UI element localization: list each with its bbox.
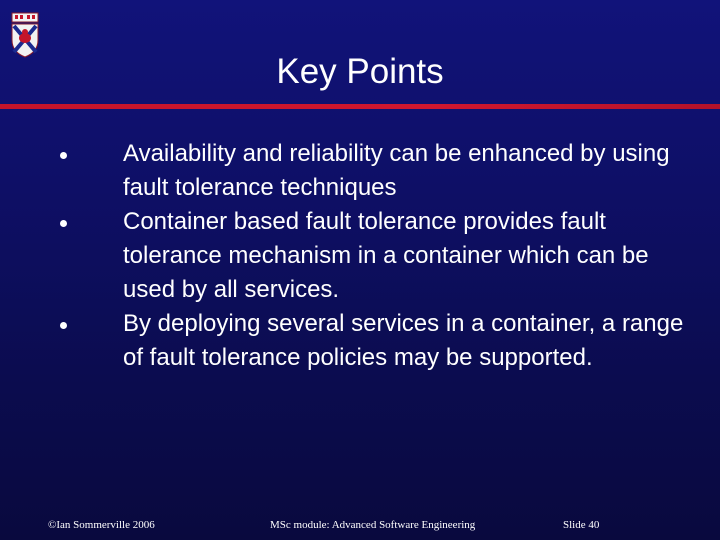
footer-slide-number: Slide 40	[563, 519, 600, 531]
bullet-text: Availability and reliability can be enhanced by using fault tolerance techniques	[123, 140, 670, 201]
bullet-text: By deploying several services in a container, a range of fault tolerance policies may be supported.	[123, 310, 684, 371]
bullet-list	[60, 137, 700, 375]
bullet-text: Container based fault tolerance provides fault tolerance mechanism in a container which can be used by all services.	[123, 208, 649, 303]
bullet-dot-icon	[60, 322, 67, 329]
bullet-item	[60, 205, 700, 307]
bullet-item	[60, 307, 700, 375]
title-underline	[0, 104, 720, 109]
footer-copyright: ©Ian Sommerville 2006	[48, 519, 155, 531]
bullet-dot-icon	[60, 152, 67, 159]
slide-title: Key Points	[276, 52, 444, 91]
bullet-dot-icon	[60, 220, 67, 227]
footer-module: MSc module: Advanced Software Engineering	[270, 519, 476, 531]
bullet-item	[60, 137, 700, 205]
